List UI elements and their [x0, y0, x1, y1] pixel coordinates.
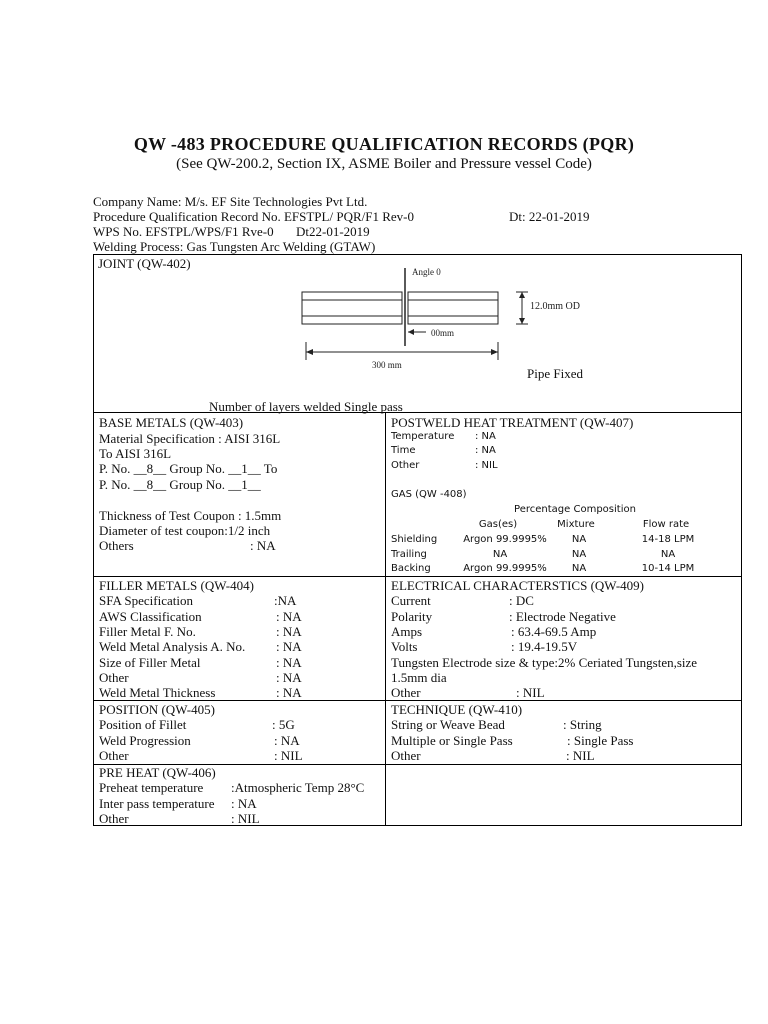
coupon-diameter: Diameter of test coupon:1/2 inch [99, 523, 271, 538]
filler-label-fno: Filler Metal F. No. [99, 624, 196, 639]
base-others-label: Others [99, 538, 134, 553]
od-label: 12.0mm OD [530, 301, 580, 312]
preheat-value-interpass: : NA [231, 796, 257, 811]
position-label-progression: Weld Progression [99, 733, 191, 748]
elec-label-volts: Volts [391, 639, 418, 654]
gas-trailing-label: Trailing [391, 549, 427, 560]
gas-backing-mixture: NA [571, 563, 587, 574]
pwht-other-value: : NIL [475, 460, 498, 471]
gas-shielding-label: Shielding [391, 534, 438, 545]
pwht-other-label: Other [391, 460, 420, 471]
left-pipe [302, 292, 402, 324]
company-name: Company Name: M/s. EF Site Technologies Pvt Ltd. [93, 194, 368, 209]
gas-backing-flow: 10-14 LPM [641, 563, 695, 574]
position-value-progression: : NA [274, 733, 300, 748]
gas-col-mixture: Mixture [557, 519, 595, 530]
pwht-temp-label: Temperature [391, 431, 455, 442]
elec-value-volts: : 19.4-19.5V [511, 639, 578, 654]
pwht-heading: POSTWELD HEAT TREATMENT (QW-407) [391, 415, 634, 430]
position-label-other: Other [99, 748, 129, 763]
gas-backing-gas: Argon 99.9995% [463, 563, 547, 574]
technique-value-pass: : Single Pass [567, 733, 634, 748]
pqr-number: Procedure Qualification Record No. EFSTPL/ PQR/F1 Rev-0 [93, 209, 414, 224]
material-to: To AISI 316L [99, 446, 172, 461]
filler-heading: FILLER METALS (QW-404) [99, 578, 254, 593]
gas-col-gases: Gas(es) [478, 519, 518, 530]
table-divider-3 [93, 700, 742, 701]
base-metals-heading: BASE METALS (QW-403) [99, 415, 244, 430]
pipe-fixed-label: Pipe Fixed [527, 366, 583, 381]
filler-label-thickness: Weld Metal Thickness [99, 685, 216, 700]
filler-value-aws: : NA [276, 609, 302, 624]
gas-heading: GAS (QW -408) [391, 489, 467, 500]
filler-label-size: Size of Filler Metal [99, 655, 201, 670]
preheat-label-other: Other [99, 811, 129, 826]
gas-trailing-flow: NA [660, 549, 676, 560]
table-center-divider [385, 412, 386, 826]
technique-label-other: Other [391, 748, 421, 763]
elec-label-amps: Amps [391, 624, 423, 639]
filler-value-ano: : NA [276, 639, 302, 654]
pwht-time-label: Time [391, 445, 416, 456]
elec-value-other: : NIL [516, 685, 545, 700]
gas-caption: Percentage Composition [514, 504, 636, 515]
gas-shielding-gas: Argon 99.9995% [463, 534, 547, 545]
angle-label: Angle 0 [412, 267, 441, 277]
filler-value-size: : NA [276, 655, 302, 670]
gas-backing-label: Backing [391, 563, 431, 574]
position-value-fillet: : 5G [272, 717, 295, 732]
material-spec: Material Specification : AISI 316L [99, 431, 281, 446]
pwht-time-value: : NA [475, 445, 496, 456]
electrical-heading: ELECTRICAL CHARACTERSTICS (QW-409) [391, 578, 645, 593]
right-pipe [408, 292, 498, 324]
filler-value-thickness: : NA [276, 685, 302, 700]
welding-process: Welding Process: Gas Tungsten Arc Welding (GTAW) [93, 239, 376, 254]
technique-value-bead: : String [563, 717, 602, 732]
preheat-value-temp: :Atmospheric Temp 28°C [231, 780, 365, 795]
filler-label-ano: Weld Metal Analysis A. No. [99, 639, 246, 654]
elec-label-other: Other [391, 685, 421, 700]
elec-value-current: : DC [509, 593, 534, 608]
gas-col-flow: Flow rate [642, 519, 690, 530]
filler-value-sfa: :NA [274, 593, 297, 608]
p-no-line-2: P. No. __8__ Group No. __1__ [99, 477, 261, 492]
preheat-label-temp: Preheat temperature [99, 780, 204, 795]
table-divider-2 [93, 576, 742, 577]
gas-shielding-flow: 14-18 LPM [641, 534, 695, 545]
technique-label-pass: Multiple or Single Pass [391, 733, 513, 748]
filler-label-sfa: SFA Specification [99, 593, 194, 608]
elec-label-polarity: Polarity [391, 609, 433, 624]
elec-label-current: Current [391, 593, 431, 608]
length-label: 300 mm [372, 360, 402, 370]
document-subtitle: (See QW-200.2, Section IX, ASME Boiler and Pressure vessel Code) [176, 156, 592, 172]
technique-label-bead: String or Weave Bead [391, 717, 505, 732]
table-border-left [93, 254, 94, 826]
gas-trailing-mixture: NA [571, 549, 587, 560]
table-border-bottom [93, 825, 742, 826]
gas-trailing-gas: NA [492, 549, 508, 560]
p-no-line-1: P. No. __8__ Group No. __1__ To [99, 461, 278, 476]
base-others-value: : NA [250, 538, 276, 553]
layers-text: Number of layers welded Single pass [209, 399, 403, 414]
gas-shielding-mixture: NA [571, 534, 587, 545]
joint-heading: JOINT (QW-402) [98, 256, 191, 271]
preheat-heading: PRE HEAT (QW-406) [99, 765, 216, 780]
preheat-label-interpass: Inter pass temperature [99, 796, 215, 811]
filler-label-other: Other [99, 670, 129, 685]
table-border-top [93, 254, 742, 255]
wps-date: Dt22-01-2019 [296, 224, 370, 239]
pqr-date: Dt: 22-01-2019 [509, 209, 590, 224]
technique-heading: TECHNIQUE (QW-410) [391, 702, 523, 717]
preheat-value-other: : NIL [231, 811, 260, 826]
elec-value-amps: : 63.4-69.5 Amp [511, 624, 597, 639]
position-label-fillet: Position of Fillet [99, 717, 187, 732]
tungsten-line-1: Tungsten Electrode size & type:2% Ceriated Tungsten,size [391, 655, 698, 670]
pwht-temp-value: : NA [475, 431, 496, 442]
position-value-other: : NIL [274, 748, 303, 763]
filler-value-other: : NA [276, 670, 302, 685]
table-divider-1 [93, 412, 742, 413]
wps-number: WPS No. EFSTPL/WPS/F1 Rve-0 [93, 224, 274, 239]
table-border-right [741, 254, 742, 826]
gap-label: 00mm [431, 328, 455, 338]
elec-value-polarity: : Electrode Negative [509, 609, 616, 624]
tungsten-line-2: 1.5mm dia [391, 670, 447, 685]
technique-value-other: : NIL [566, 748, 595, 763]
filler-label-aws: AWS Classification [99, 609, 202, 624]
coupon-thickness: Thickness of Test Coupon : 1.5mm [99, 508, 282, 523]
position-heading: POSITION (QW-405) [99, 702, 215, 717]
document-title: QW -483 PROCEDURE QUALIFICATION RECORDS (PQR) [133, 134, 635, 154]
filler-value-fno: : NA [276, 624, 302, 639]
